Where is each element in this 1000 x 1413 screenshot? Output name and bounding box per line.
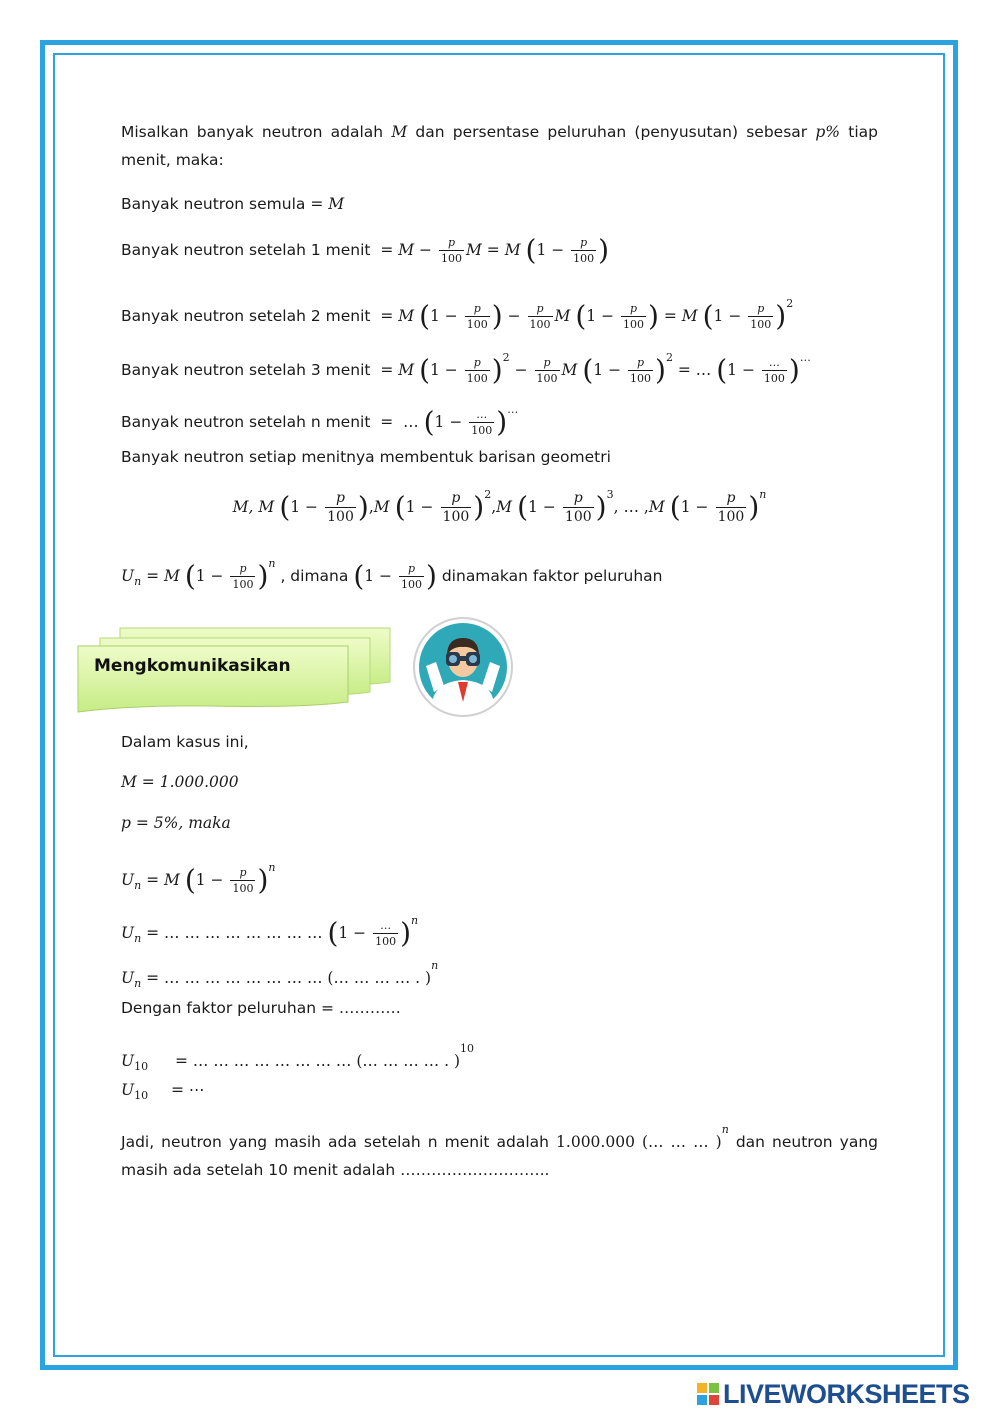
var-p: p% bbox=[815, 123, 841, 141]
line-minute-1: Banyak neutron setelah 1 menit = M − $\frac{p}{100}$ M = M (1 − $\frac{p}{100}$ ) bbox=[121, 233, 610, 267]
minute2-label: Banyak neutron setelah 2 menit bbox=[121, 307, 371, 325]
p-value: p = 5%, maka bbox=[121, 814, 231, 832]
line-minute-2: Banyak neutron setelah 2 menit = M (1 − $\frac{p}{100}$ ) − $\frac{p}{100}$ M (1 − $\frac{p}{100}$ ) = M (1 − $\frac{p}{100}$ )$^2$ bbox=[121, 297, 794, 333]
fraction: $\frac{p}{100}$ bbox=[440, 236, 462, 265]
decay-note-2: dinamakan faktor peluruhan bbox=[441, 567, 663, 585]
line-minute-n: Banyak neutron setelah n menit = … (1 − $\frac{\dots}{100}$ )… bbox=[121, 403, 519, 439]
logo-badge-icon bbox=[697, 1383, 719, 1405]
initial-label: Banyak neutron semula bbox=[121, 195, 306, 213]
case-intro: Dalam kasus ini, bbox=[121, 733, 249, 751]
line-minute-3: Banyak neutron setelah 3 menit = M (1 − $\frac{p}{100}$ )$^2$ − $\frac{p}{100}$ M (1 − $\frac{p}{100}$ )$^2$ = … (1 − $\frac{\dots}{100}$ )… bbox=[121, 351, 811, 387]
section-banner bbox=[72, 622, 402, 717]
minute1-label: Banyak neutron setelah 1 menit bbox=[121, 241, 371, 259]
u10-line-1: $U_{10}$ = … … … … … … … … (… … … … . )$^{10}$ bbox=[121, 1042, 475, 1073]
u10-line-2: $U_{10}$ = ⋯ bbox=[121, 1081, 205, 1102]
un-blank-1: $U_n$ = … … … … … … … … (1 − $\frac{\dots}{100}$ )$^n$ bbox=[121, 914, 419, 950]
liveworksheets-logo[interactable] bbox=[697, 1379, 970, 1409]
decay-note-1: , dimana bbox=[280, 567, 349, 585]
intro-text-1: Misalkan banyak neutron adalah bbox=[121, 123, 384, 141]
geometric-sequence: M, M (1 − $\frac{p}{100}$ ),M (1 − $\frac{p}{100}$ )$^2$,M (1 − $\frac{p}{100}$ )$^3$, … ,M (1 − $\frac{p}{100}$ )$^n$ bbox=[232, 488, 767, 525]
initial-expr: = M bbox=[310, 195, 345, 213]
conclusion-expr: 1.000.000 (… … … ) bbox=[556, 1133, 722, 1151]
geometric-text: Banyak neutron setiap menitnya membentuk barisan geometri bbox=[121, 448, 611, 466]
minuten-label: Banyak neutron setelah n menit bbox=[121, 413, 371, 431]
decay-factor-line: Dengan faktor peluruhan = ………… bbox=[121, 999, 401, 1017]
m-value: M = 1.000.000 bbox=[121, 773, 239, 791]
line-initial bbox=[121, 190, 344, 218]
conclusion-paragraph: Jadi, neutron yang masih ada setelah n menit adalah 1.000.000 (… … … )$^n$ dan neutron yang masih ada setelah 10 menit adalah ……………………….. bbox=[121, 1123, 878, 1179]
un-formula-line: $U_n = M$ (1 − $\frac{p}{100}$ )$^n$ , dimana (1 − $\frac{p}{100}$ ) dinamakan faktor peluruhan bbox=[121, 557, 663, 593]
var-m: M bbox=[391, 123, 408, 141]
un-formula-repeat: $U_n = M$ (1 − $\frac{p}{100}$ )$^n$ bbox=[121, 861, 276, 897]
logo-text: LIVEWORKSHEETS bbox=[723, 1378, 970, 1409]
conclusion-text-1: Jadi, neutron yang masih ada setelah n menit adalah bbox=[121, 1133, 549, 1151]
intro-text-2: dan persentase peluruhan (penyusutan) sebesar bbox=[415, 123, 808, 141]
binoculars-person-icon bbox=[412, 616, 514, 718]
intro-text-3: tiap menit, maka: bbox=[121, 123, 878, 169]
intro-paragraph bbox=[121, 118, 878, 174]
minute3-label: Banyak neutron setelah 3 menit bbox=[121, 361, 371, 379]
conclusion-text-2: dan neutron yang masih ada setelah 10 menit adalah ……………………….. bbox=[121, 1133, 878, 1179]
section-title: Mengkomunikasikan bbox=[94, 656, 291, 676]
un-blank-2: $U_n$ = … … … … … … … … (… … … … . )$^n$ bbox=[121, 959, 439, 990]
